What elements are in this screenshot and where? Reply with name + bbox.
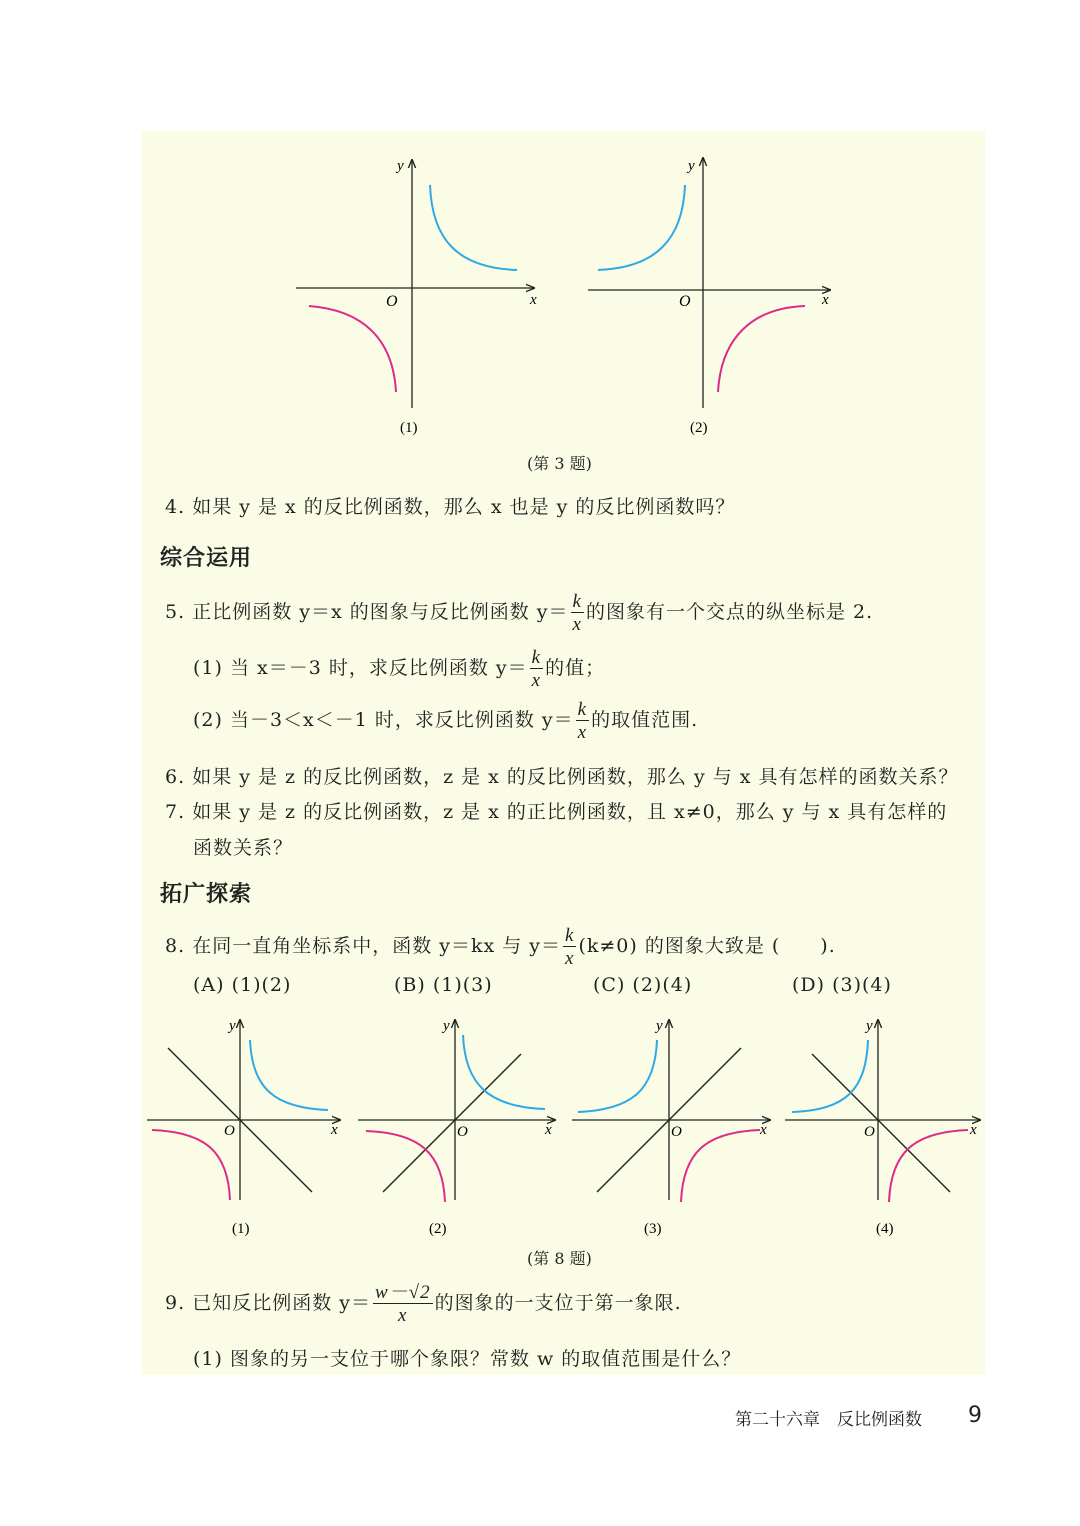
question-number: 6. (165, 766, 186, 788)
question-9-part-1: (1) 图象的另一支位于哪个象限？常数 w 的取值范围是什么？ (193, 1348, 742, 1370)
denominator: x (572, 614, 582, 635)
y-axis-label: y (866, 1018, 873, 1034)
question-text: 正比例函数 y＝x 的图象与反比例函数 y＝ (192, 601, 569, 623)
x-axis-label: x (822, 292, 829, 308)
pink-branch (681, 1130, 760, 1202)
graph-3-2 (588, 158, 830, 436)
graph-8-2 (358, 1018, 555, 1237)
graph-label: (4) (876, 1221, 894, 1237)
y-axis-label: y (443, 1018, 450, 1034)
graph-label: (3) (644, 1221, 662, 1237)
blue-branch (430, 185, 517, 270)
pink-branch (152, 1130, 230, 1200)
question-7-line-2: 函数关系？ (193, 837, 294, 859)
question-5-part-2 (193, 700, 698, 742)
graph-8-3 (572, 1018, 770, 1237)
pink-branch (718, 306, 805, 392)
origin-label: O (386, 293, 398, 310)
question-7 (165, 797, 947, 824)
x-axis-label: x (331, 1122, 338, 1138)
option-a[interactable]: (A) (1)(2) (193, 974, 292, 996)
fraction-k-over-x (563, 926, 576, 968)
option-c[interactable]: (C) (2)(4) (593, 974, 693, 996)
y-axis-label: y (397, 158, 404, 174)
chapter-title: 第二十六章 反比例函数 (735, 1410, 922, 1430)
linear-function-line (812, 1054, 950, 1192)
question-number: 8. (165, 935, 186, 957)
blue-branch (250, 1040, 328, 1110)
question-text: 如果 y 是 x 的反比例函数，那么 x 也是 y 的反比例函数吗？ (192, 496, 736, 518)
x-axis-label: x (760, 1122, 767, 1138)
question-4 (165, 492, 735, 519)
graph-8-1 (147, 1018, 340, 1237)
graph-label: (2) (690, 420, 708, 436)
figure-3 (0, 0, 1080, 470)
option-d[interactable]: (D) (3)(4) (792, 974, 892, 996)
fraction-k-over-x (571, 592, 584, 634)
question-text: 的图象的一支位于第一象限. (434, 1292, 682, 1314)
origin-label: O (679, 293, 691, 310)
question-8 (165, 926, 836, 968)
pink-branch (889, 1130, 968, 1202)
question-text: 如果 y 是 z 的反比例函数，z 是 x 的正比例函数，且 x≠0，那么 y 与 x 具有怎样的 (192, 801, 948, 823)
origin-label: O (671, 1124, 682, 1140)
question-number: 9. (165, 1292, 186, 1314)
origin-label: O (457, 1124, 468, 1140)
question-6 (165, 762, 959, 789)
y-axis-label: y (688, 158, 695, 174)
subquestion-text: (1) 当 x＝－3 时，求反比例函数 y＝ (193, 657, 528, 679)
x-axis-label: x (530, 292, 537, 308)
question-text: 在同一直角坐标系中，函数 y＝kx 与 y＝ (192, 935, 562, 957)
graph-label: (1) (400, 420, 418, 436)
pink-branch (309, 306, 396, 392)
figure-8 (0, 1000, 1080, 1250)
question-number: 5. (165, 601, 186, 623)
numerator: k (565, 925, 575, 946)
denominator: x (565, 948, 575, 969)
figure-3-caption: (第 3 题) (527, 454, 592, 473)
section-heading: 综合运用 (160, 546, 253, 571)
figure-8-caption: (第 8 题) (527, 1249, 592, 1268)
blue-branch (598, 185, 685, 270)
numerator: k (577, 699, 588, 720)
denominator: x (398, 1305, 408, 1326)
question-text: 的图象有一个交点的纵坐标是 2. (585, 601, 874, 623)
numerator: w－√2 (374, 1282, 431, 1303)
x-axis-label: x (970, 1122, 977, 1138)
fraction-k-over-x (576, 700, 589, 742)
denominator: x (531, 670, 542, 691)
question-5 (165, 592, 873, 634)
numerator: k (572, 591, 582, 612)
graph-label: (2) (429, 1221, 447, 1237)
denominator: x (577, 722, 588, 743)
question-5-part-1 (193, 648, 605, 690)
origin-label: O (864, 1124, 875, 1140)
question-9 (165, 1283, 682, 1325)
subquestion-text: 的取值范围. (591, 709, 699, 731)
graph-3-1 (296, 158, 537, 436)
graph-8-4 (785, 1018, 980, 1237)
question-text: (k≠0) 的图象大致是 ( ). (578, 935, 836, 957)
y-axis-label: y (229, 1018, 236, 1034)
fraction-k-over-x (530, 648, 543, 690)
numerator: k (531, 647, 542, 668)
section-heading: 拓广探索 (160, 882, 253, 907)
question-number: 4. (165, 496, 186, 518)
blue-branch (463, 1035, 545, 1109)
blue-branch (578, 1040, 657, 1112)
graph-label: (1) (232, 1221, 250, 1237)
question-number: 7. (165, 801, 186, 823)
y-axis-label: y (656, 1018, 663, 1034)
x-axis-label: x (545, 1122, 552, 1138)
subquestion-text: (2) 当－3＜x＜－1 时，求反比例函数 y＝ (193, 709, 574, 731)
blue-branch (792, 1040, 868, 1112)
subquestion-text: 的值； (545, 657, 606, 679)
linear-function-line (383, 1054, 521, 1192)
fraction-w-minus-root2-over-x (373, 1283, 433, 1325)
origin-label: O (224, 1123, 235, 1139)
question-text: 如果 y 是 z 的反比例函数，z 是 x 的反比例函数，那么 y 与 x 具有怎样的函数关系？ (192, 766, 959, 788)
page-number: 9 (968, 1403, 982, 1428)
question-text: 已知反比例函数 y＝ (192, 1292, 371, 1314)
option-b[interactable]: (B) (1)(3) (394, 974, 493, 996)
